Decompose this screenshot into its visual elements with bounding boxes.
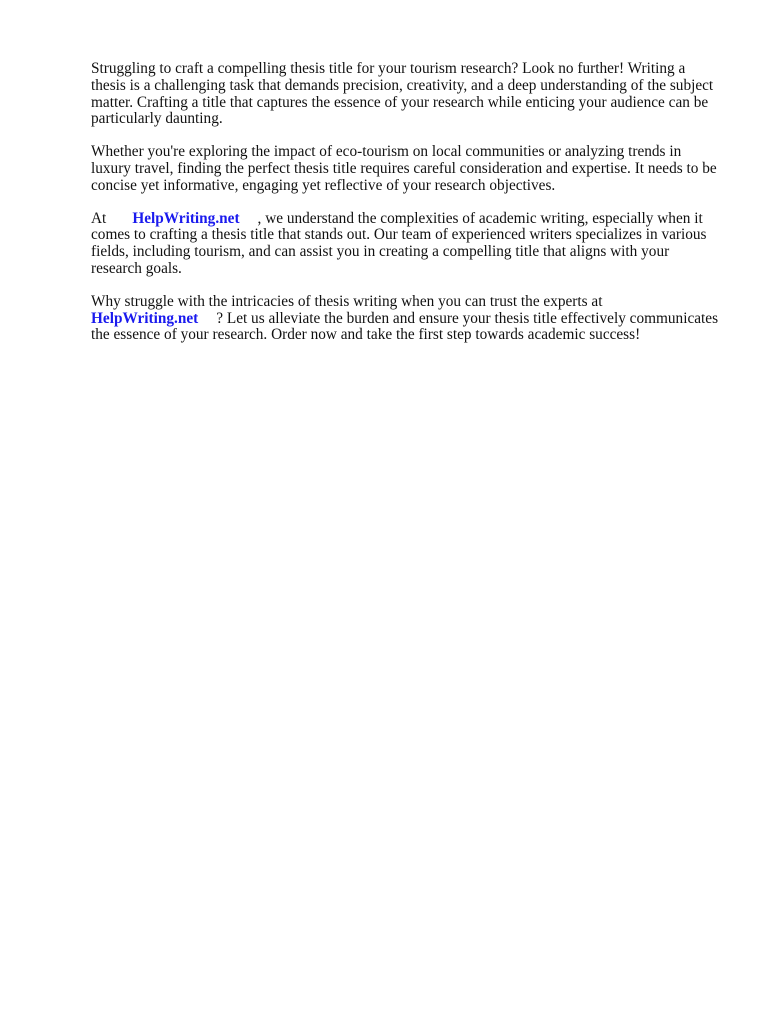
helpwriting-link[interactable]: HelpWriting.net <box>91 309 199 327</box>
helpwriting-link[interactable]: HelpWriting.net <box>132 209 240 227</box>
paragraph-whether: Whether you're exploring the impact of eco-tourism on local communities or analyzing trends in luxury travel, finding the perfect thesis title requires careful consideration and expertise. It needs to be concise yet informative, engaging yet reflective of your research objectives. <box>91 143 717 194</box>
paragraph-lead-text: At <box>91 209 107 227</box>
paragraph-intro: Struggling to craft a compelling thesis title for your tourism research? Look no further! Writing a thesis is a challenging task that demands precision, creativity, and a deep understanding of the subject matter. Crafting a title that captures the essence of your research while enticing your audience can be particularly daunting. <box>91 60 714 128</box>
paragraph-body-text: , we understand the complexities of academic writing, especially when it comes to crafting a thesis title that stands out. Our team of experienced writers specializes in various fields, including tourism, and can assist you in creating a compelling title that aligns with your research goals. <box>91 209 707 277</box>
document-body <box>91 61 721 360</box>
paragraph-body-text: ? Let us alleviate the burden and ensure your thesis title effectively communicates the essence of your research. Order now and take the first step towards academic success! <box>91 309 719 344</box>
paragraph-why-struggle <box>91 294 721 344</box>
paragraph-at-helpwriting <box>91 211 721 278</box>
paragraph-lead-text: Why struggle with the intricacies of thesis writing when you can trust the experts at <box>91 292 603 310</box>
